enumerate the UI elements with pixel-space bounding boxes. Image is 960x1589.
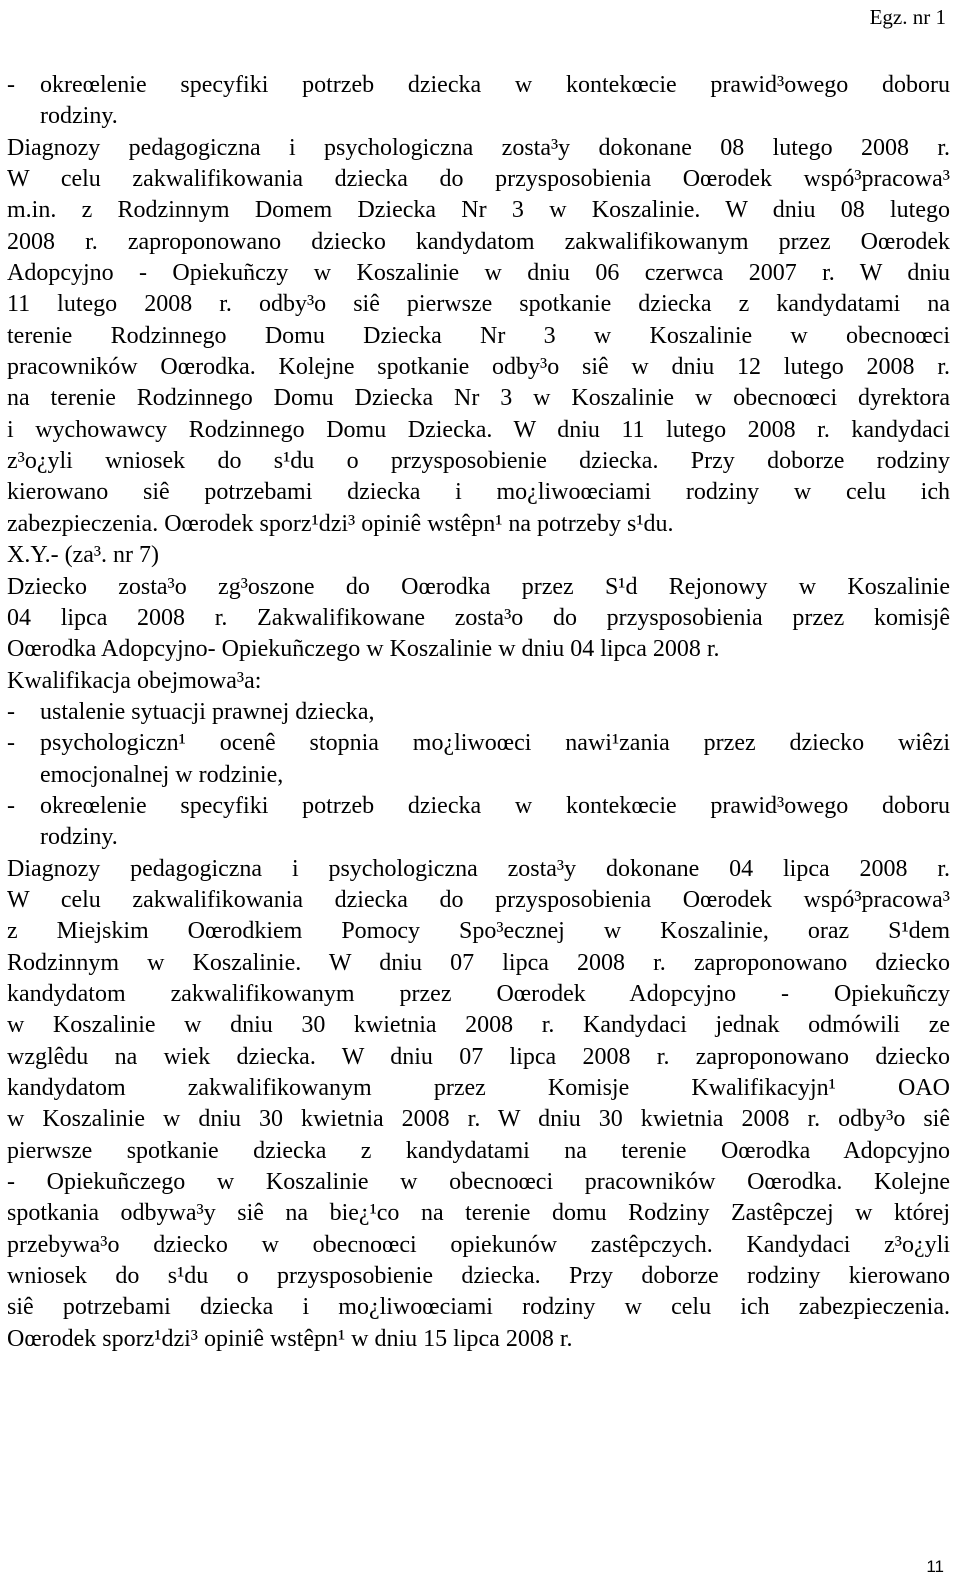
page-number: 11 [926,1557,944,1576]
text-line: - Opiekuñczego w Koszalinie w obecnoœci pracowników Oœrodka. Kolejne [7,1169,950,1196]
text-line: w Koszalinie w dniu 30 kwietnia 2008 r. Kandydaci jednak odmówili ze [7,1012,950,1039]
text-line: terenie Rodzinnego Domu Dziecka Nr 3 w Koszalinie w obecnoœci [7,322,950,349]
text-line: Diagnozy pedagogiczna i psychologiczna zosta³y dokonane 04 lipca 2008 r. [7,855,950,882]
document-body [7,70,950,1355]
line-text: psychologiczn¹ ocenê stopnia mo¿liwoœci nawi¹zania przez dziecko wiêzi [40,730,950,757]
text-line: Kwalifikacja obejmowa³a: [7,667,262,694]
text-line: 11 lutego 2008 r. odby³o siê pierwsze spotkanie dziecka z kandydatami na [7,291,950,318]
text-line: X.Y.- (za³. nr 7) [7,542,160,569]
text-line: z³o¿yli wniosek do s¹du o przysposobienie dziecka. Przy doborze rodziny [7,448,950,475]
text-line: Diagnozy pedagogiczna i psychologiczna zosta³y dokonane 08 lutego 2008 r. [7,134,950,161]
text-line: emocjonalnej w rodzinie, [40,761,284,788]
line-text: okreœlenie specyfiki potrzeb dziecka w kontekœcie prawid³owego doboru [40,792,950,819]
text-line: i wychowawcy Rodzinnego Domu Dziecka. W dniu 11 lutego 2008 r. kandydaci [7,416,950,443]
text-line: przebywa³o dziecko w obecnoœci opiekunów zastêpczych. Kandydaci z³o¿yli [7,1231,950,1258]
text-line: Adopcyjno - Opiekuñczy w Koszalinie w dniu 06 czerwca 2007 r. W dniu [7,260,950,287]
list-dash: - [7,730,15,757]
text-line: m.in. z Rodzinnym Domem Dziecka Nr 3 w Koszalinie. W dniu 08 lutego [7,197,950,224]
text-line: spotkania odbywa³y siê na bie¿¹co na terenie domu Rodziny Zastêpczej w której [7,1200,950,1227]
text-line: Oœrodka Adopcyjno- Opiekuñczego w Koszalinie w dniu 04 lipca 2008 r. [7,636,720,663]
text-line: pracowników Oœrodka. Kolejne spotkanie odby³o siê w dniu 12 lutego 2008 r. [7,354,950,381]
text-line: 2008 r. zaproponowano dziecko kandydatom zakwalifikowanym przez Oœrodek [7,228,950,255]
text-line: pierwsze spotkanie dziecka z kandydatami na terenie Oœrodka Adopcyjno [7,1137,950,1164]
text-line: kierowano siê potrzebami dziecka i mo¿liwoœciami rodziny w celu ich [7,479,950,506]
text-line: Rodzinnym w Koszalinie. W dniu 07 lipca 2008 r. zaproponowano dziecko [7,949,950,976]
text-line: kandydatom zakwalifikowanym przez Oœrodek Adopcyjno - Opiekuñczy [7,980,950,1007]
text-line: rodziny. [40,103,118,130]
text-line: na terenie Rodzinnego Domu Dziecka Nr 3 w Koszalinie w obecnoœci dyrektora [7,385,950,412]
list-item [7,791,950,822]
text-line: kandydatom zakwalifikowanym przez Komisje Kwalifikacyjn¹ OAO [7,1075,950,1101]
list-dash: - [7,792,15,819]
list-dash: - [7,72,15,98]
text-line: siê potrzebami dziecka i mo¿liwoœciami rodziny w celu ich zabezpieczenia. [7,1294,950,1321]
text-line: wniosek do s¹du o przysposobienie dziecka. Przy doborze rodziny kierowano [7,1263,950,1290]
text-line: wzglêdu na wiek dziecka. W dniu 07 lipca 2008 r. zaproponowano dziecko [7,1043,950,1070]
list-item [7,728,950,759]
text-line: rodziny. [40,824,118,851]
text-line: 04 lipca 2008 r. Zakwalifikowane zosta³o do przysposobienia przez komisjê [7,604,950,631]
list-item [7,697,950,728]
text-line: Dziecko zosta³o zg³oszone do Oœrodka przez S¹d Rejonowy w Koszalinie [7,573,950,600]
text-line: z Miejskim Oœrodkiem Pomocy Spo³ecznej w Koszalinie, oraz S¹dem [7,918,950,945]
list-dash: - [7,698,15,725]
text-line: Oœrodek sporz¹dzi³ opiniê wstêpn¹ w dniu 15 lipca 2008 r. [7,1325,573,1352]
list-item [7,70,950,101]
text-line: zabezpieczenia. Oœrodek sporz¹dzi³ opiniê wstêpn¹ na potrzeby s¹du. [7,510,674,537]
document-copy-label: Egz. nr 1 [869,5,946,29]
text-line: W celu zakwalifikowania dziecka do przysposobienia Oœrodek wspó³pracowa³ [7,166,950,193]
text-line: W celu zakwalifikowania dziecka do przysposobienia Oœrodek wspó³pracowa³ [7,886,950,913]
text-line: w Koszalinie w dniu 30 kwietnia 2008 r. W dniu 30 kwietnia 2008 r. odby³o siê [7,1106,950,1133]
line-text: okreœlenie specyfiki potrzeb dziecka w kontekœcie prawid³owego doboru [40,72,950,98]
line-text: ustalenie sytuacji prawnej dziecka, [40,698,375,725]
